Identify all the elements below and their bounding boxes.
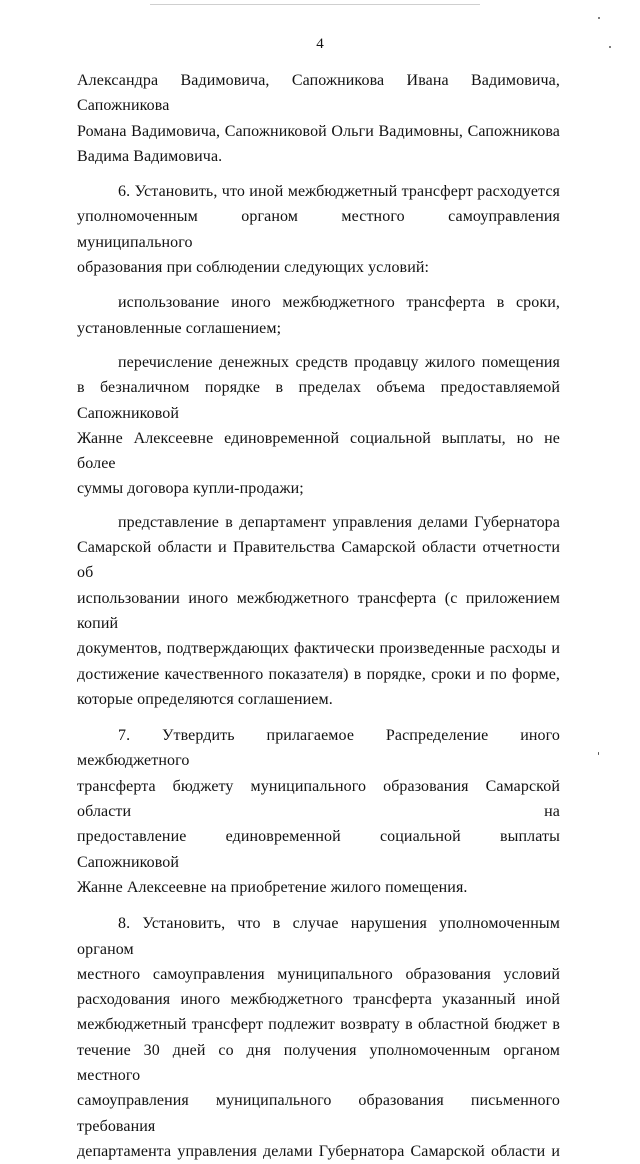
paragraph: [77, 723, 560, 900]
paragraph: [77, 290, 560, 341]
text-line: местного самоуправления муниципального образования условий: [77, 965, 560, 983]
text-line: достижение качественного показателя) в порядке, сроки и по форме,: [77, 665, 560, 683]
text-line: департамента управления делами Губернатора Самарской области и: [77, 1142, 560, 1160]
text-line: 7. Утвердить прилагаемое Распределение иного межбюджетного: [77, 727, 560, 770]
document-body: [77, 68, 560, 1164]
text-line: Вадима Вадимовича.: [77, 147, 223, 165]
text-line: межбюджетный трансферт подлежит возврату в областной бюджет в: [77, 1016, 560, 1034]
paragraph: [77, 179, 560, 280]
text-line: течение 30 дней со дня получения уполномоченным органом местного: [77, 1041, 560, 1084]
text-line: 8. Установить, что в случае нарушения уполномоченным органом: [77, 915, 560, 958]
text-line: трансферта бюджету муниципального образования Самарской области на: [77, 777, 560, 821]
page-number: 4: [316, 36, 324, 52]
text-line: использовании иного межбюджетного трансферта (с приложением копий: [77, 589, 560, 632]
text-line: Жанне Алексеевне на приобретение жилого помещения.: [77, 878, 468, 896]
paragraph: [77, 68, 560, 169]
paragraph: [77, 350, 560, 502]
text-line: 6. Установить, что иной межбюджетный трансферт расходуется: [118, 183, 560, 201]
text-line: в безналичном порядке в пределах объема предоставляемой Сапожниковой: [77, 379, 560, 422]
text-line: расходования иного межбюджетного трансферта указанный иной: [77, 991, 560, 1009]
scan-edge-line: [150, 4, 480, 5]
text-line: Александра Вадимовича, Сапожникова Ивана Вадимовича, Сапожникова: [77, 72, 560, 115]
text-line: которые определяются соглашением.: [77, 690, 333, 708]
paragraph: [77, 510, 560, 712]
text-line: предоставление единовременной социальной выплаты Сапожниковой: [77, 828, 560, 871]
scan-speck: [598, 752, 599, 755]
text-line: уполномоченным органом местного самоуправления муниципального: [77, 208, 560, 251]
paragraph: [77, 911, 560, 1164]
text-line: суммы договора купли-продажи;: [77, 480, 304, 498]
scan-speck: [598, 17, 600, 19]
text-line: образования при соблюдении следующих условий:: [77, 259, 430, 277]
text-line: перечисление денежных средств продавцу жилого помещения: [118, 353, 560, 371]
text-line: использование иного межбюджетного трансферта в сроки,: [118, 294, 560, 312]
text-line: Романа Вадимовича, Сапожниковой Ольги Вадимовны, Сапожникова: [77, 122, 560, 140]
text-line: Самарской области и Правительства Самарской области отчетности об: [77, 539, 560, 582]
text-line: установленные соглашением;: [77, 319, 282, 337]
text-line: представление в департамент управления делами Губернатора: [118, 513, 560, 531]
text-line: документов, подтверждающих фактически произведенные расходы и: [77, 640, 560, 658]
text-line: Жанне Алексеевне единовременной социальной выплаты, но не более: [77, 429, 560, 473]
text-line: самоуправления муниципального образования письменного требования: [77, 1092, 560, 1135]
